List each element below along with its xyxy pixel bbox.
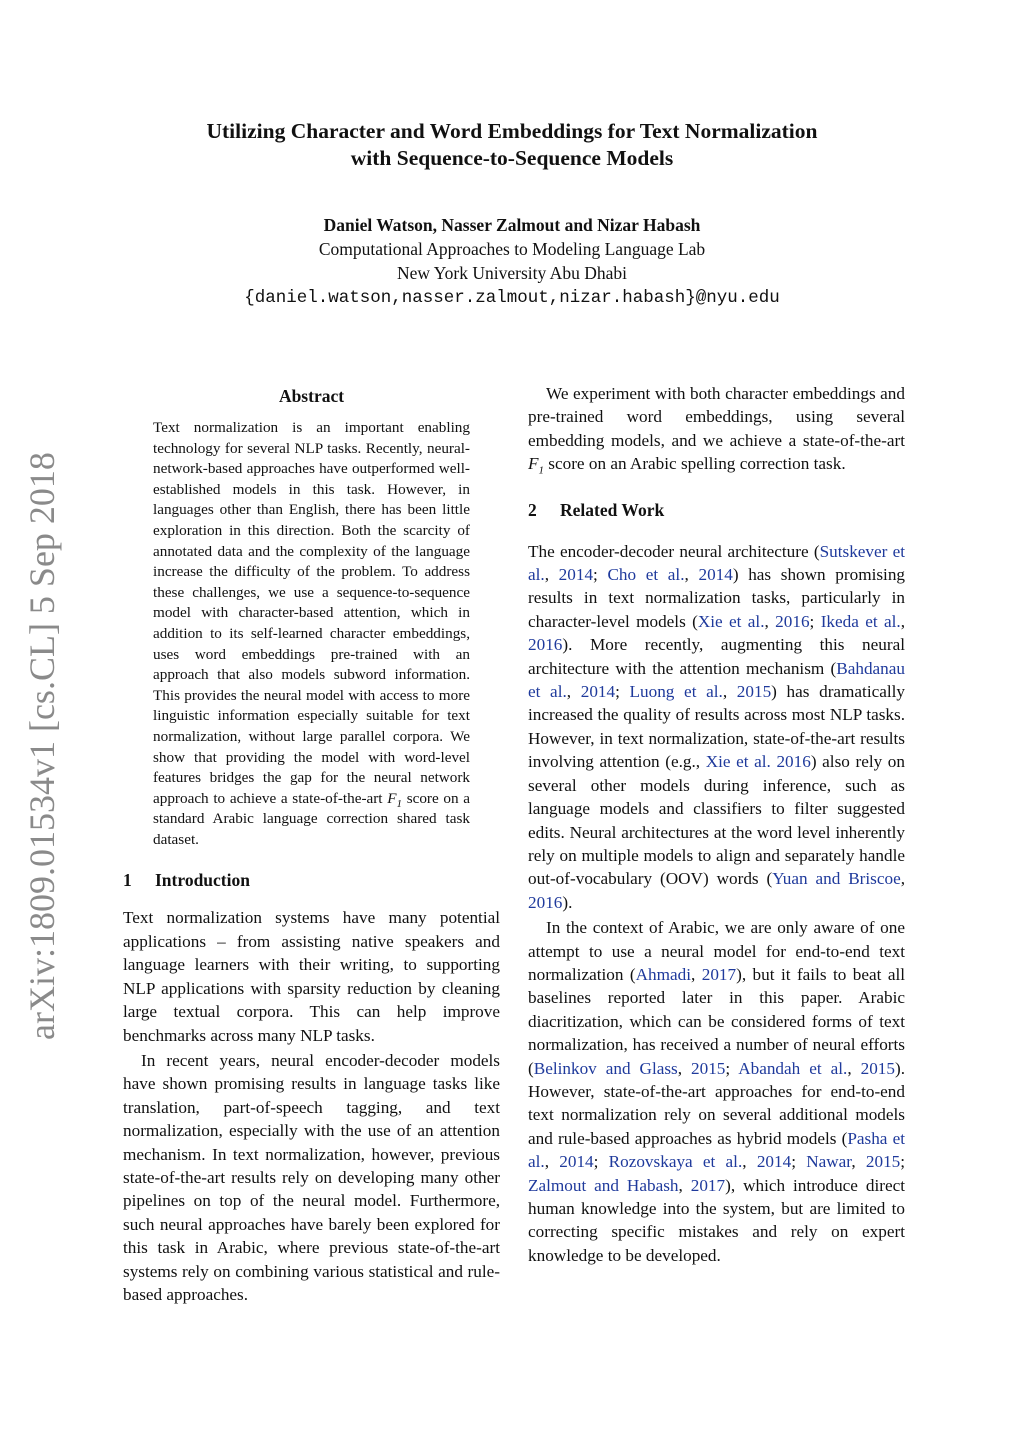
citation-link[interactable]: Bahdanau et al. xyxy=(528,658,905,702)
affiliation-lab: Computational Approaches to Modeling Language Lab xyxy=(318,239,706,259)
citation-link[interactable]: 2015 xyxy=(736,682,772,702)
citation-link[interactable]: 2017 xyxy=(690,1175,726,1195)
intro-paragraph-3: We experiment with both character embeddings and pre-trained word embeddings, using several embedding models, and we achieve a state-of-the-art $F_1$ score on an Arabic spelling correction task. xyxy=(528,384,905,477)
intro-paragraph-1: Text normalization systems have many potential applications – from assisting native speakers and language learners with their writing, to supporting NLP applications with sparsity reduction by cleaning large textual corpora. This can help improve benchmarks across many NLP tasks. xyxy=(123,908,500,1045)
citation-link[interactable]: 2016 xyxy=(528,635,563,655)
citation-link[interactable]: Sutskever et al. xyxy=(528,541,905,585)
citation-link[interactable]: 2014 xyxy=(558,565,594,585)
citation-link[interactable]: Ahmadi xyxy=(635,964,691,984)
citation-link[interactable]: Ikeda et al. xyxy=(820,611,901,631)
citation-link[interactable]: Zalmout and Habash xyxy=(528,1175,679,1195)
citation-link[interactable]: 2015 xyxy=(691,1058,726,1078)
citation-link[interactable]: Xie et al. xyxy=(697,611,765,631)
citation-link[interactable]: Cho et al. xyxy=(607,565,685,585)
section-heading-related-work: 2 Related Work xyxy=(528,499,665,520)
title-line-2: with Sequence-to-Sequence Models xyxy=(350,146,674,170)
citation-link[interactable]: Xie et al. 2016 xyxy=(705,752,811,772)
author-emails: {daniel.watson,nasser.zalmout,nizar.habash}@nyu.edu xyxy=(244,288,780,308)
paper-title xyxy=(112,118,912,172)
citation-link[interactable]: 2015 xyxy=(865,1152,901,1172)
citation-link[interactable]: Belinkov and Glass xyxy=(533,1058,678,1078)
abstract-heading: Abstract xyxy=(278,386,345,406)
right-column xyxy=(528,382,905,1267)
related-paragraph-2: In the context of Arabic, we are only aware of one attempt to use a neural model for end-to-end text normalization (Ahmadi, 2017), but it fails to beat all baselines reported later in this paper. Arabic diacritization, which can be considered forms of text normalization, has received a number of neural efforts (Belinkov and Glass, 2015; Abandah et al., 2015). However, state-of-the-art approaches for end-to-end text normalization rely on several additional models and rule-based approaches as hybrid models (Pasha et al., 2014; Rozovskaya et al., 2014; Nawar, 2015; Zalmout and Habash, 2017), which introduce direct human knowledge into the system, but are limited to correcting specific mistakes and rely on expert knowledge to be developed. xyxy=(528,918,906,1265)
citation-link[interactable]: 2014 xyxy=(698,565,733,585)
citation-link[interactable]: Yuan and Briscoe xyxy=(772,869,901,889)
f1-symbol: $F_1$ xyxy=(387,789,402,810)
related-paragraph-1: The encoder-decoder neural architecture (Sutskever et al., 2014; Cho et al., 2014) has shown promising results in text normalization tasks, particularly in character-level models (Xie et al., 2016; Ikeda et al., 2016). More recently, augmenting this neural architecture with the attention mechanism (Bahdanau et al., 2014; Luong et al., 2015) has dramatically increased the quality of results across most NLP tasks. However, in text normalization, state-of-the-art results involving attention (e.g., Xie et al. 2016) also rely on several other models during inference, such as language models and classifiers to filter suggested edits. Neural architectures at the word level inherently rely on multiple models to align and separately handle out-of-vocabulary (OOV) words (Yuan and Briscoe, 2016). xyxy=(528,541,906,912)
left-column xyxy=(123,382,500,1306)
citation-link[interactable]: Pasha et al. xyxy=(528,1128,905,1172)
citation-link[interactable]: 2014 xyxy=(559,1152,594,1172)
citation-link[interactable]: 2014 xyxy=(580,682,616,702)
citation-link[interactable]: 2016 xyxy=(775,611,810,631)
authors: Daniel Watson, Nasser Zalmout and Nizar Habash xyxy=(323,215,701,235)
citation-link[interactable]: Abandah et al. xyxy=(738,1058,848,1078)
citation-link[interactable]: 2016 xyxy=(528,892,563,912)
f1-symbol: $F_1$ xyxy=(528,454,544,477)
citation-link[interactable]: Nawar xyxy=(806,1152,852,1172)
section-heading-introduction: 1 Introduction xyxy=(123,870,250,891)
intro-paragraph-2: In recent years, neural encoder-decoder models have shown promising results in language tasks like translation, part-of-speech tagging, and text normalization, especially with the use of an attention mechanism. In text normalization, however, previous state-of-the-art results rely on developing many other pipelines on top of the neural model. Furthermore, such neural approaches have barely been explored for this task in Arabic, where previous state-of-the-art systems rely on combining various statistical and rule-based approaches. xyxy=(123,1050,500,1304)
citation-link[interactable]: 2015 xyxy=(860,1058,895,1078)
title-line-1: Utilizing Character and Word Embeddings for Text Normalization xyxy=(206,119,818,143)
citation-link[interactable]: Luong et al. xyxy=(629,682,723,702)
arxiv-identifier-stamp: arXiv:1809.01534v1 [cs.CL] 5 Sep 2018 xyxy=(22,452,62,1040)
affiliation-university: New York University Abu Dhabi xyxy=(397,263,627,283)
citation-link[interactable]: 2014 xyxy=(756,1152,792,1172)
citation-link[interactable]: 2017 xyxy=(701,964,737,984)
abstract-text: Text normalization is an important enabling technology for several NLP tasks. Recently, neural-network-based approaches have outperformed well-established models in this task. However, in languages other than English, there has been little exploration in this direction. Both the scarcity of annotated data and the complexity of the language increase the difficulty of the problem. To address these challenges, we use a sequence-to-sequence model with character-based attention, which in addition to its self-learned character embeddings, uses word embeddings pre-trained with an approach that also models subword information. This provides the neural model with access to more linguistic information especially suitable for text normalization, without large parallel corpora. We show that providing the model with word-level features bridges the gap for the neural network approach to achieve a state-of-the-art $F_1$ score on a standard Arabic language correction shared task dataset. xyxy=(153,419,471,848)
citation-link[interactable]: Rozovskaya et al. xyxy=(608,1152,743,1172)
